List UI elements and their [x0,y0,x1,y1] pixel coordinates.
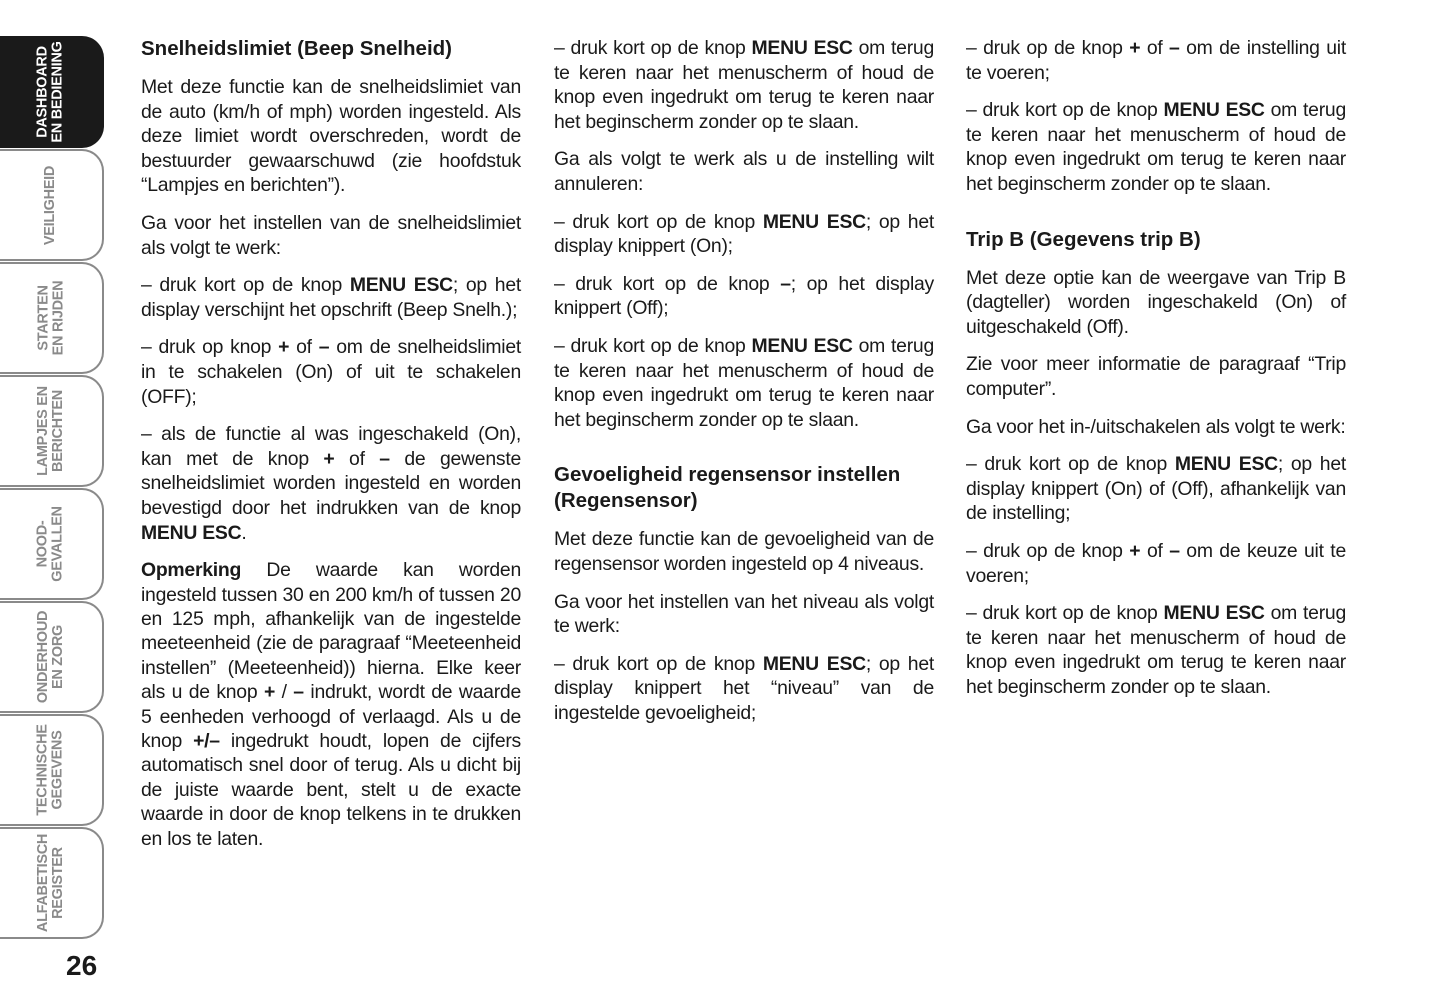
tab-noodgevallen[interactable] [0,488,104,600]
key-label: + [1129,37,1141,59]
instruction-step: – druk kort op de knop MENU ESC om terug te keren naar het menuscherm of houd de knop even ingedrukt om terug te keren naar het beginscherm zonder op te slaan. [966,602,1346,698]
paragraph: Met deze functie kan de gevoeligheid van de regensensor worden ingesteld op 4 niveaus. [554,528,934,575]
tab-label: LAMPJES EN BERICHTEN [34,386,66,476]
key-label: MENU ESC [762,210,866,233]
key-label: MENU ESC [1163,99,1265,122]
key-label: + [323,447,335,470]
text-column-3 [966,36,1346,712]
note-label: Opmerking [141,559,242,582]
section-heading-regensensor: Gevoeligheid regensensor instellen (Regensensor) [554,463,901,513]
tab-label: TECHNISCHE GEGEVENS [34,724,66,816]
instruction-step: – druk kort op de knop MENU ESC; op het display knippert (On); [554,210,934,258]
tab-label: ALFABETISCH REGISTER [34,833,66,933]
paragraph: Ga voor het instellen van de snelheidslimiet als volgt te werk: [141,211,521,259]
tab-label: VEILIGHEID [42,165,59,245]
key-label: – [318,336,330,359]
key-label: MENU ESC [751,334,853,357]
tab-alfabetisch-register[interactable] [0,827,104,939]
instruction-step: – druk kort op de knop –; op het display knippert (Off); [554,272,934,320]
paragraph: Ga voor het in-/uitschakelen als volgt te werk: [966,415,1346,438]
page-number: 26 [66,950,98,981]
tab-dashboard-en-bediening[interactable] [0,36,104,148]
instruction-step: – druk op de knop + of – om de instelling uit te voeren; [966,37,1346,84]
tab-starten-en-rijden[interactable] [0,262,104,374]
instruction-step: – druk kort op de knop MENU ESC om terug te keren naar het menuscherm of houd de knop even ingedrukt om terug te keren naar het beginscherm zonder op te slaan. [554,37,934,133]
tab-technische-gegevens[interactable] [0,714,104,826]
key-label: – [1169,539,1180,562]
section-heading-snelheidslimiet: Snelheidslimiet (Beep Snelheid) [141,37,452,60]
instruction-step: – druk kort op de knop MENU ESC; op het display knippert (On) of (Off), afhankelijk van de instelling; [966,453,1346,525]
text-column-1 [141,36,521,864]
key-label: + [263,681,276,704]
instruction-step: – druk op knop + of – om de snelheidslimiet in te schakelen (On) of uit te schakelen (OFF); [141,336,522,408]
instruction-step: – druk kort op de knop MENU ESC om terug te keren naar het menuscherm of houd de knop even ingedrukt om terug te keren naar het beginscherm zonder op te slaan. [554,334,934,431]
key-label: – [293,681,304,704]
paragraph: Met deze functie kan de snelheidslimiet van de auto (km/h of mph) worden ingesteld. Als deze limiet wordt overschreden, wordt de bestuurder gewaarschuwd (zie hoofdstuk “Lampjes en berichten”). [141,76,521,197]
key-label: – [1169,37,1180,59]
instruction-step: – druk kort op de knop MENU ESC; op het display knippert het “niveau” van de ingestelde gevoeligheid; [554,652,934,724]
instruction-step: – druk op de knop + of – om de keuze uit te voeren; [966,539,1346,587]
key-label: MENU ESC [1163,602,1265,625]
instruction-step: – druk kort op de knop MENU ESC om terug te keren naar het menuscherm of houd de knop even ingedrukt om terug te keren naar het beginscherm zonder op te slaan. [966,99,1346,195]
key-label: MENU ESC [762,652,866,675]
key-label: MENU ESC [349,274,453,297]
tab-lampjes-en-berichten[interactable] [0,375,104,487]
tab-label: NOOD- GEVALLEN [34,506,66,582]
key-label: + [278,336,290,359]
key-label: +/– [193,729,220,752]
instruction-step: – druk kort op de knop MENU ESC; op het display verschijnt het opschrift (Beep Snelh.); [141,274,521,321]
key-label: MENU ESC [751,37,853,59]
tab-label: ONDERHOUD EN ZORG [34,610,66,704]
chapter-tabs [0,36,106,942]
key-label: – [379,447,390,470]
key-label: – [780,272,791,295]
tab-veiligheid[interactable] [0,149,104,261]
tab-label: STARTEN EN RIJDEN [35,280,66,356]
tab-onderhoud-en-zorg[interactable] [0,601,104,713]
key-label: + [1129,539,1141,562]
paragraph: Zie voor meer informatie de paragraaf “Trip computer”. [966,353,1346,400]
note-paragraph: Opmerking De waarde kan worden ingesteld tussen 30 en 200 km/h of tussen 20 en 125 mph, afhankelijk van de ingestelde meeteenheid (zie de paragraaf “Meeteenheid instellen” (Meeteenheid)) hierna. Elke keer als u de knop + / – indrukt, wordt de waarde 5 eenheden verhoogd of verlaagd. Als u de knop +/– ingedrukt houdt, lopen de cijfers automatisch snel door of terug. Als u dicht bij de juiste waarde bent, stelt u de exacte waarde in door de knop telkens in te drukken en los te laten. [141,559,522,850]
section-heading-trip-b: Trip B (Gegevens trip B) [966,227,1201,251]
text-column-2 [554,36,934,738]
tab-label: DASHBOARD EN BEDIENING [34,41,66,143]
paragraph: Ga voor het instellen van het niveau als volgt te werk: [554,590,934,638]
instruction-step: – als de functie al was ingeschakeld (On), kan met de knop + of – de gewenste snelheidslimiet worden ingesteld en worden bevestigd door het indrukken van de knop MENU ESC. [141,423,521,544]
paragraph: Ga als volgt te werk als u de instelling wilt annuleren: [554,148,934,195]
key-label: MENU ESC [141,521,242,544]
paragraph: Met deze optie kan de weergave van Trip B (dagteller) worden ingeschakeld (On) of uitgeschakeld (Off). [966,266,1346,338]
key-label: MENU ESC [1174,453,1278,476]
